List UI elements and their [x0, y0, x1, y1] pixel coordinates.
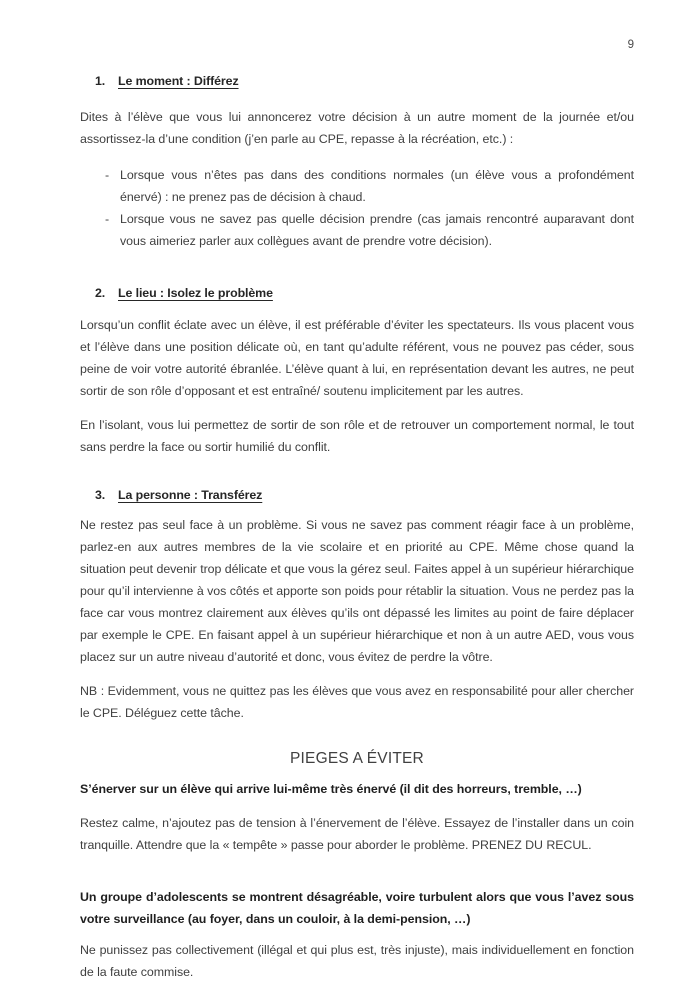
pitfall-heading-2: Un groupe d’adolescents se montrent désagréable, voire turbulent alors que vous l’avez sous votre surveillance (au foyer, dans un couloir, à la demi-pension, …) [80, 890, 634, 926]
pitfall-body-1: Restez calme, n’ajoutez pas de tension à l’énervement de l’élève. Essayez de l’installer dans un coin tranquille. Attendre que la « tempête » passe pour aborder le problème. PRENEZ DU RECUL. [80, 816, 634, 852]
list-item [80, 208, 634, 252]
section-2-paragraph-2: En l’isolant, vous lui permettez de sortir de son rôle et de retrouver un comportement normal, le tout sans perdre la face ou sortir humilié du conflit. [80, 418, 634, 454]
section-heading-1 [95, 74, 634, 88]
section-heading-2 [95, 286, 634, 300]
pitfalls-title: PIEGES A ÉVITER [290, 750, 424, 767]
section-number-1: 1. [95, 74, 106, 88]
section-number-3: 3. [95, 488, 106, 502]
section-number-2: 2. [95, 286, 106, 300]
section-1-bullet-list [80, 164, 634, 252]
section-1-paragraph: Dites à l’élève que vous lui annoncerez votre décision à un autre moment de la journée et/ou assortissez-la d’une condition (j’en parle au CPE, repasse à la récréation, etc.) : [80, 110, 634, 146]
list-item-text: Lorsque vous ne savez pas quelle décision prendre (cas jamais rencontré auparavant dont vous aimeriez parler aux collègues avant de prendre votre décision). [120, 212, 634, 248]
section-title-3: La personne : Transférez [118, 488, 263, 502]
section-3-note: NB : Evidemment, vous ne quittez pas les élèves que vous avez en responsabilité pour aller chercher le CPE. Déléguez cette tâche. [80, 684, 634, 720]
dash-bullet-icon: - [105, 212, 110, 226]
page-number: 9 [627, 39, 634, 51]
pitfall-body-2: Ne punissez pas collectivement (illégal et qui plus est, très injuste), mais individuellement en fonction de la faute commise. [80, 943, 634, 979]
section-3-paragraph-1: Ne restez pas seul face à un problème. Si vous ne savez pas comment réagir face à un problème, parlez-en aux autres membres de la vie scolaire et en priorité au CPE. Même chose quand la situation peut devenir trop délicate et que vous la gérez seul. Faites appel à un supérieur hiérarchique pour qu’il intervienne à vos côtés et apporte son poids pour rétablir la situation. Vous ne perdez pas la face car vous montrez clairement aux élèves qu’ils ont dépassé les limites au point de faire déplacer par exemple le CPE. En faisant appel à un supérieur hiérarchique et non à un autre AED, vous vous placez sur un autre niveau d’autorité et donc, vous évitez de perdre la vôtre. [80, 518, 634, 664]
list-item-text: Lorsque vous n’êtes pas dans des conditions normales (un élève vous a profondément énervé) : ne prenez pas de décision à chaud. [120, 168, 634, 204]
section-title-2: Le lieu : Isolez le problème [118, 286, 273, 300]
dash-bullet-icon: - [105, 168, 110, 182]
section-heading-3 [95, 488, 634, 502]
section-title-1: Le moment : Différez [118, 74, 239, 88]
section-2-paragraph-1: Lorsqu’un conflit éclate avec un élève, il est préférable d’éviter les spectateurs. Ils vous placent vous et l’élève dans une position délicate où, en tant qu’adulte référent, vous ne pouvez pas céder, sous peine de voir votre autorité ébranlée. L’élève quant à lui, en représentation devant les autres, ne peut sortir de son rôle d’opposant et est entraîné/ soutenu implicitement par les autres. [80, 318, 634, 398]
pitfall-heading-1: S’énerver sur un élève qui arrive lui-même très énervé (il dit des horreurs, tremble, …) [80, 782, 582, 796]
document-body [80, 74, 634, 983]
list-item [80, 164, 634, 208]
